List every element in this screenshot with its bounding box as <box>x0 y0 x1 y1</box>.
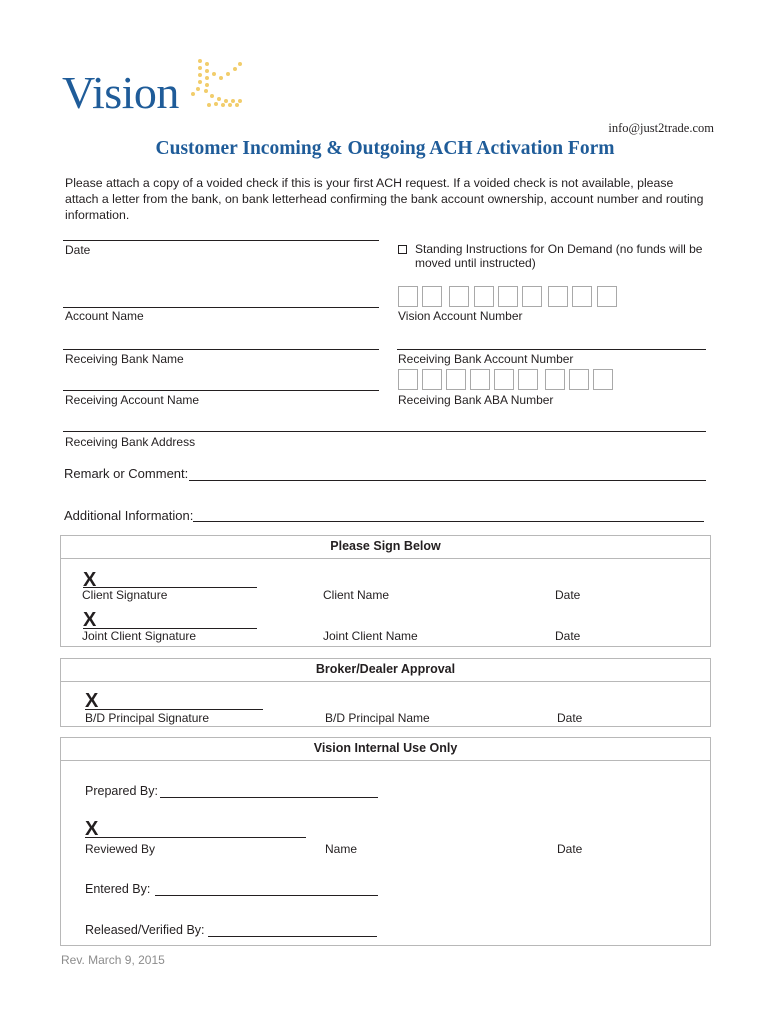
logo-dot <box>228 103 232 107</box>
receiving-bank-account-number-line[interactable] <box>397 349 706 350</box>
logo-dot <box>191 92 195 96</box>
sign-section-header: Please Sign Below <box>61 536 710 559</box>
logo-dot <box>196 87 200 91</box>
receiving-bank-name-line[interactable] <box>63 349 379 350</box>
account-name-line[interactable] <box>63 307 379 308</box>
vision-account-digit-box[interactable] <box>498 286 518 307</box>
logo-dot <box>217 97 221 101</box>
logo-dot <box>235 103 239 107</box>
principal-signature-x: X <box>85 690 99 712</box>
logo-dot <box>226 72 230 76</box>
vision-account-digit-box[interactable] <box>398 286 418 307</box>
logo-dot <box>221 103 225 107</box>
principal-signature-line[interactable] <box>85 709 263 710</box>
account-name-label: Account Name <box>65 309 144 323</box>
reviewed-by-label: Reviewed By <box>85 842 156 856</box>
vision-account-digit-box[interactable] <box>597 286 617 307</box>
standing-instructions-label: Standing Instructions for On Demand (no funds will be moved until instructed) <box>415 242 703 270</box>
receiving-bank-address-label: Receiving Bank Address <box>65 435 196 449</box>
intro-instructions: Please attach a copy of a voided check if this is your first ACH request. If a voided check is not available, please attach a letter from the bank, on bank letterhead confirming the bank account ownership, account number and routing information. <box>65 176 704 222</box>
joint-signature-x: X <box>83 609 97 631</box>
aba-digit-box[interactable] <box>545 369 565 390</box>
aba-digit-box[interactable] <box>569 369 589 390</box>
logo-dot <box>205 83 209 87</box>
remark-label: Remark or Comment: <box>64 466 189 481</box>
vision-account-digit-box[interactable] <box>548 286 568 307</box>
vision-logo-dots-icon <box>190 56 250 112</box>
reviewer-name-label: Name <box>325 842 358 856</box>
logo-dot <box>219 76 223 80</box>
logo-dot <box>204 89 208 93</box>
logo-dot <box>207 103 211 107</box>
vision-account-digit-box[interactable] <box>522 286 542 307</box>
additional-info-label: Additional Information: <box>64 508 194 523</box>
logo-dot <box>198 66 202 70</box>
logo-dot <box>198 80 202 84</box>
joint-signature-label: Joint Client Signature <box>82 629 197 643</box>
entered-by-label: Entered By: <box>85 882 151 896</box>
date-label: Date <box>65 243 91 257</box>
receiving-account-name-label: Receiving Account Name <box>65 393 200 407</box>
aba-digit-box[interactable] <box>593 369 613 390</box>
form-title: Customer Incoming & Outgoing ACH Activation Form <box>155 138 615 159</box>
reviewed-by-x: X <box>85 818 99 840</box>
aba-digit-box[interactable] <box>422 369 442 390</box>
aba-digit-box[interactable] <box>398 369 418 390</box>
principal-name-label: B/D Principal Name <box>325 711 430 725</box>
reviewed-by-line[interactable] <box>85 837 306 838</box>
standing-instructions-checkbox[interactable] <box>398 245 407 254</box>
logo-dot <box>205 76 209 80</box>
internal-section <box>60 737 711 946</box>
prepared-by-label: Prepared By: <box>85 784 158 798</box>
receiving-bank-address-line[interactable] <box>63 431 706 432</box>
logo-dot <box>205 62 209 66</box>
receiving-account-name-line[interactable] <box>63 390 379 391</box>
logo-dot <box>205 69 209 73</box>
remark-line[interactable] <box>189 480 706 481</box>
client-name-label: Client Name <box>323 588 390 602</box>
joint-name-label: Joint Client Name <box>323 629 418 643</box>
logo-dot <box>238 99 242 103</box>
logo-dot <box>238 62 242 66</box>
revision-date: Rev. March 9, 2015 <box>61 953 165 967</box>
principal-signature-label: B/D Principal Signature <box>85 711 210 725</box>
released-by-label: Released/Verified By: <box>85 923 205 937</box>
aba-digit-box[interactable] <box>470 369 490 390</box>
vision-account-digit-box[interactable] <box>422 286 442 307</box>
logo-dot <box>198 59 202 63</box>
receiving-bank-name-label: Receiving Bank Name <box>65 352 184 366</box>
client-date-label: Date <box>555 588 581 602</box>
logo-dot <box>233 67 237 71</box>
broker-section-header: Broker/Dealer Approval <box>61 659 710 682</box>
vision-logo-text: Vision <box>62 67 179 118</box>
vision-account-digit-box[interactable] <box>449 286 469 307</box>
vision-account-digit-box[interactable] <box>474 286 494 307</box>
joint-date-label: Date <box>555 629 581 643</box>
logo-dot <box>214 102 218 106</box>
receiving-bank-aba-number-label: Receiving Bank ABA Number <box>398 393 554 407</box>
client-signature-x: X <box>83 569 97 591</box>
aba-digit-box[interactable] <box>494 369 514 390</box>
date-line[interactable] <box>63 240 379 241</box>
reviewer-date-label: Date <box>557 842 583 856</box>
vision-account-digit-box[interactable] <box>572 286 592 307</box>
entered-by-line[interactable] <box>155 895 378 896</box>
logo-dot <box>212 72 216 76</box>
logo-dot <box>198 73 202 77</box>
internal-section-header: Vision Internal Use Only <box>61 738 710 761</box>
contact-email: info@just2trade.com <box>608 121 714 135</box>
receiving-bank-account-number-label: Receiving Bank Account Number <box>398 352 574 366</box>
client-signature-label: Client Signature <box>82 588 168 602</box>
additional-info-line[interactable] <box>193 521 704 522</box>
vision-account-number-label: Vision Account Number <box>398 309 523 323</box>
logo-dot <box>210 94 214 98</box>
aba-digit-box[interactable] <box>518 369 538 390</box>
prepared-by-line[interactable] <box>160 797 378 798</box>
released-by-line[interactable] <box>208 936 377 937</box>
principal-date-label: Date <box>557 711 583 725</box>
aba-digit-box[interactable] <box>446 369 466 390</box>
